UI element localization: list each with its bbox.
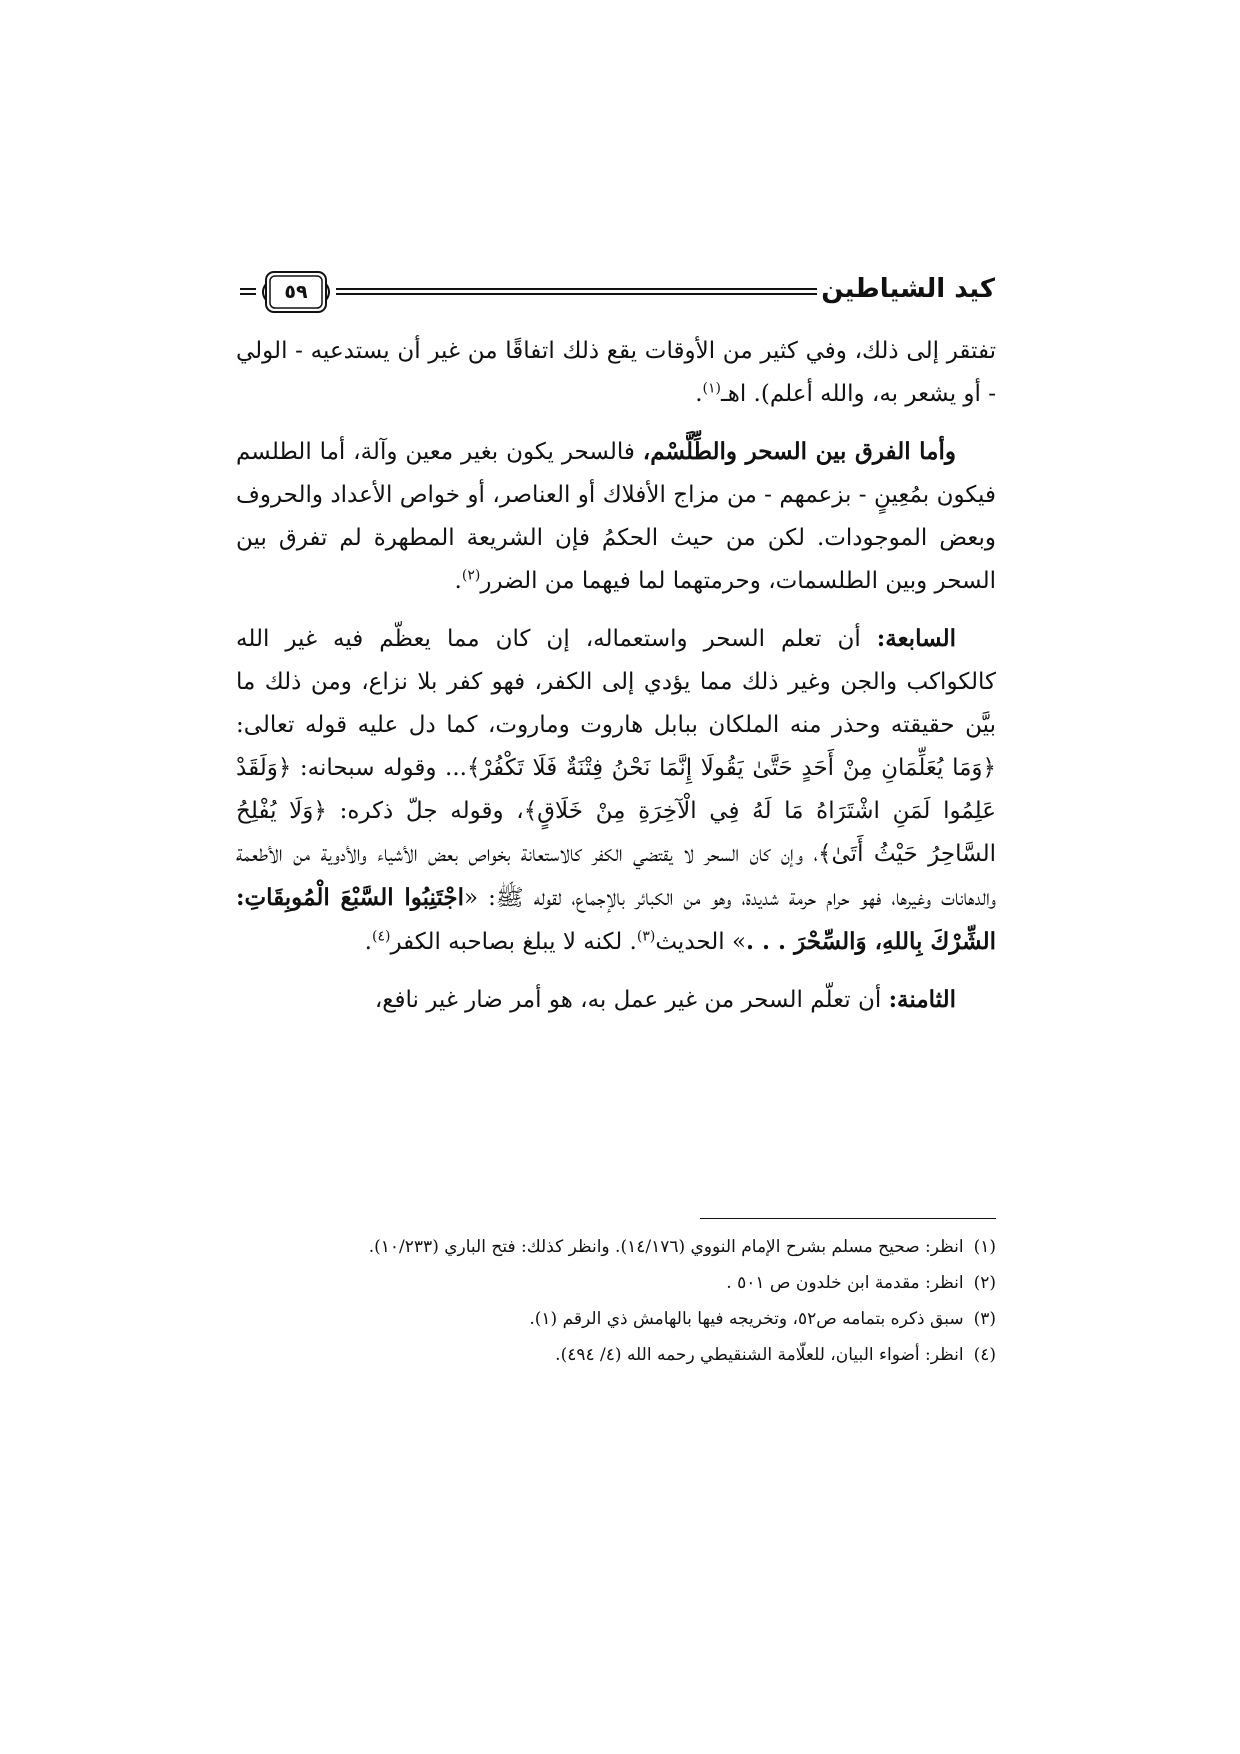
quran-verse-3: ﴿وَلَا يُفْلِحُ السَّاحِرُ حَيْثُ أَتَىٰ﴾ [236, 798, 996, 867]
footnote-separator [700, 1218, 996, 1219]
footnote-text: انظر: أضواء البيان، للعلّامة الشنقيطي رحمه الله (٤/ ٤٩٤). [555, 1345, 964, 1365]
running-header-title: كيد الشياطين [821, 274, 995, 304]
footnote-ref-4[interactable]: (٤) [371, 928, 391, 945]
footnote-text: انظر: صحيح مسلم بشرح الإمام النووي (١٤/١٧٦). وانظر كذلك: فتح الباري (١٠/٢٣٣). [368, 1237, 964, 1257]
quran-verse-2: ﴿وَلَقَدْ عَلِمُوا لَمَنِ اشْتَرَاهُ مَا لَهُ فِي الْآخِرَةِ مِنْ خَلَاقٍ﴾ [236, 755, 996, 824]
paragraph-4 [236, 978, 996, 1022]
footnote-number: (٣) [973, 1309, 996, 1329]
paragraph-4-heading: الثامنة: [888, 986, 956, 1013]
paragraph-2 [236, 430, 996, 603]
hadith-quote: اجْتَنِبُوا السَّبْعَ الْمُوبِقَاتِ: الشِّرْكَ بِاللهِ، وَالسِّحْرَ . . . [236, 884, 996, 955]
paragraph-1-end: . [695, 381, 703, 407]
footnote-text: سبق ذكره بتمامه ص٥٢، وتخريجه فيها بالهامش ذي الرقم (١). [529, 1309, 964, 1329]
quran-verse-1: ﴿وَمَا يُعَلِّمَانِ مِنْ أَحَدٍ حَتَّىٰ يَقُولَا إِنَّمَا نَحْنُ فِتْنَةٌ فَلَا تَكْفُرْ﴾ [466, 755, 996, 781]
paragraph-2-heading: وأما الفرق بين السحر والطِّلَّسْم، [642, 438, 956, 465]
paragraph-4-text: أن تعلّم السحر من غير عمل به، هو أمر ضار غير نافع، [374, 987, 889, 1013]
page-number-badge [260, 270, 332, 314]
header-rule-end [240, 288, 256, 295]
page-number: ٥٩ [284, 281, 308, 303]
paragraph-3 [236, 617, 996, 964]
paragraph-3-text-3: ، وقوله جلّ ذكره: [326, 798, 524, 824]
footnote-3 [236, 1304, 996, 1334]
footnote-text: انظر: مقدمة ابن خلدون ص ٥٠١ . [726, 1273, 964, 1293]
paragraph-3-text-2: ... وقوله سبحانه: [291, 755, 467, 781]
footnote-4 [236, 1340, 996, 1370]
footnotes [236, 1232, 996, 1376]
running-header [240, 268, 995, 320]
footnote-1 [236, 1232, 996, 1262]
paragraph-1-text: تفتقر إلى ذلك، وفي كثير من الأوقات يقع ذلك اتفاقًا من غير أن يستدعيه - الولي - أو يشعر به، والله أعلم). اهـ [236, 338, 996, 407]
main-text [236, 330, 996, 1036]
footnote-number: (٢) [973, 1273, 996, 1293]
footnote-number: (٤) [973, 1345, 996, 1365]
footnote-ref-3[interactable]: (٣) [636, 928, 656, 945]
footnote-ref-1[interactable]: (١) [702, 380, 721, 397]
paragraph-3-text-4: ، وإن كان السحر لا يقتضي الكفر كالاستعانة بخواص بعض الأشياء والأدوية من الأطعمة والدهانات وغيرها، فهو حرام حرمة شديدة، وهو من الكبائر بالإجماع، لقوله ﷺ: « [236, 841, 997, 911]
header-double-rule [336, 288, 817, 295]
paragraph-2-text: فالسحر يكون بغير معين وآلة، أما الطلسم فيكون بمُعِينٍ - بزعمهم - من مزاج الأفلاك أو العناصر، أو خواص الأعداد والحروف وبعض الموجودات. لكن من حيث الحكمُ فإن الشريعة المطهرة لم تفرق بين السحر وبين الطلسمات، وحرمتهما لما فيهما من الضرر [236, 439, 996, 594]
paragraph-3-text-1: أن تعلم السحر واستعماله، إن كان مما يعظّم فيه غير الله كالكواكب والجن وغير ذلك مما يؤدي إلى الكفر، فهو كفر بلا نزاع، ومن ذلك ما بيَّن حقيقته وحذر منه الملكان ببابل هاروت وماروت، كما دل عليه قوله تعالى: [236, 626, 996, 738]
paragraph-3-text-6: . لكنه لا يبلغ بصاحبه الكفر [390, 929, 637, 955]
footnote-ref-2[interactable]: (٢) [461, 567, 481, 584]
paragraph-2-end: . [454, 568, 462, 594]
footnote-2 [236, 1268, 996, 1298]
paragraph-3-heading: السابعة: [876, 625, 956, 652]
paragraph-3-text-5: » الحديث [655, 929, 747, 955]
paragraph-3-end: . [364, 929, 372, 955]
footnote-number: (١) [973, 1237, 996, 1257]
paragraph-1 [236, 330, 996, 416]
